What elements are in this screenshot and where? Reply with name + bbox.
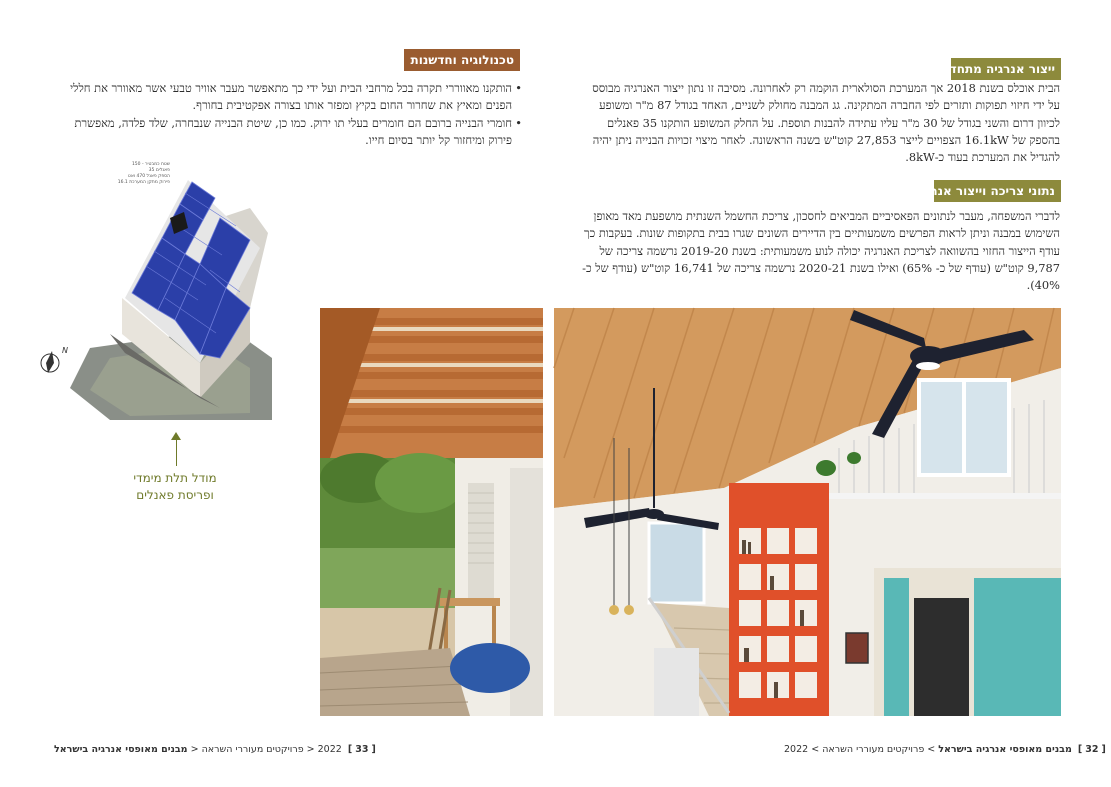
arrow-up-icon bbox=[171, 432, 181, 440]
section-tag-consumption: נתוני צריכה וייצור אנרגיה bbox=[934, 180, 1061, 202]
technology-bullets bbox=[50, 80, 522, 149]
footer-subtitle-right: פרויקטים מעוררי השראה bbox=[822, 744, 925, 755]
compass-icon bbox=[41, 351, 59, 373]
page-number-right: 32 bbox=[1085, 744, 1099, 755]
bullet-ceiling-fans: • הותקנו מאווררי תקרה בכל מרחבי הבית ועל ידי כך מתאפשר מעבר אוויר טבעי אשר מאוורר את חללי הפנים ומאיץ את שחרור החום בקיץ ומפזר אותו בצורה אפקטיבית בחורף. bbox=[50, 80, 522, 115]
page-number-left: 33 bbox=[355, 744, 369, 755]
footer-right: [ 32 ] מבנים מאופסי אנרגיה בישראל > פרויקטים מעוררי השראה > 2022 bbox=[784, 744, 1106, 755]
footer-year-left: 2022 bbox=[317, 744, 342, 755]
footer-series-left: מבנים מאופסי אנרגיה בישראל bbox=[54, 744, 188, 755]
section-tag-renewable-energy: ייצור אנרגיה מתחדשת bbox=[951, 58, 1061, 80]
caption-arrow-line bbox=[176, 436, 177, 466]
pergola-garden-photo bbox=[320, 308, 543, 716]
footer-series-right: מבנים מאופסי אנרגיה בישראל bbox=[938, 744, 1072, 755]
section-tag-technology: טכנולוגיה וחדשנות bbox=[404, 49, 520, 71]
consumption-paragraph: לדברי המשפחה, מעבר לנתונים הפאסיביים המביאים לחסכון, צריכת החשמל השנתית מושפעת מאד מאופן השימוש במבנה וניתן לראות הפרשים משמעותיים בין הדיירים השונים שגרו בבית בתקופות שונות. בעקבות כך עודף הייצור החזוי בהשוואה לצריכת האנרגיה יכולה לנוע משמעותית: בשנת 2019-20 נרשמה צריכה של 9,787 קוט"ש (עודף של כ- 65%) ואילו בשנת 2020-21 נרשמה צריכה של 16,741 קוט"ש (עודף של כ- 40%). bbox=[582, 209, 1060, 293]
footer-left: [ 33 ] 2022 < פרויקטים מעוררי השראה < מבנים מאופסי אנרגיה בישראל bbox=[54, 744, 376, 755]
footer-year-right: 2022 bbox=[784, 744, 809, 755]
model-annotation: שטח כמבטיר - 150 פאנלים 35 הספק פאנל 470 ואט פירוק מתקן המערכת 16.1 bbox=[117, 162, 170, 185]
bullet-green-materials: • חומרי הבנייה ברובם הם חומרים בעלי תו ירוק. כמו כן, שיטת הבנייה שנבחרה, שלד פלדה, מאפשרת פירוק ומיחזור קל יותר בסיום חייו. bbox=[50, 115, 522, 150]
3d-model-drawing bbox=[50, 158, 272, 420]
interior-living-room-photo bbox=[554, 308, 1061, 716]
renewable-energy-paragraph: הבית אוכלס בשנת 2018 אך המערכת הסולארית הוקמה רק לאחרונה. מסיבה זו נתון ייצור האנרגיה מבוסס על ידי חיזוי תפוקות ותזרים לפי החברה המתקינה. גג המבנה מחולק לשניים, האחד בגודל 87 מ"ר ומשופע לכיוון דרום והשני בגודל של 30 מ"ר עליו עתידה להבנות תוספת. על החלק המשופע הותקנו 35 פאנלים בהספק של 16.1kW הצפויים לייצר 27,853 קוט"ש בשנה הראשונה. לאחר מיצוי זכויות הבנייה ניתן יהיה להגדיל את המערכת בעוד כ-8kW. bbox=[592, 81, 1060, 165]
footer-subtitle-left: פרויקטים מעוררי השראה bbox=[201, 744, 304, 755]
compass-north-label: N bbox=[62, 346, 68, 355]
model-caption: מודל תלת מימדי ופריסת פאנלים bbox=[133, 471, 217, 502]
3d-model-image bbox=[50, 158, 272, 420]
